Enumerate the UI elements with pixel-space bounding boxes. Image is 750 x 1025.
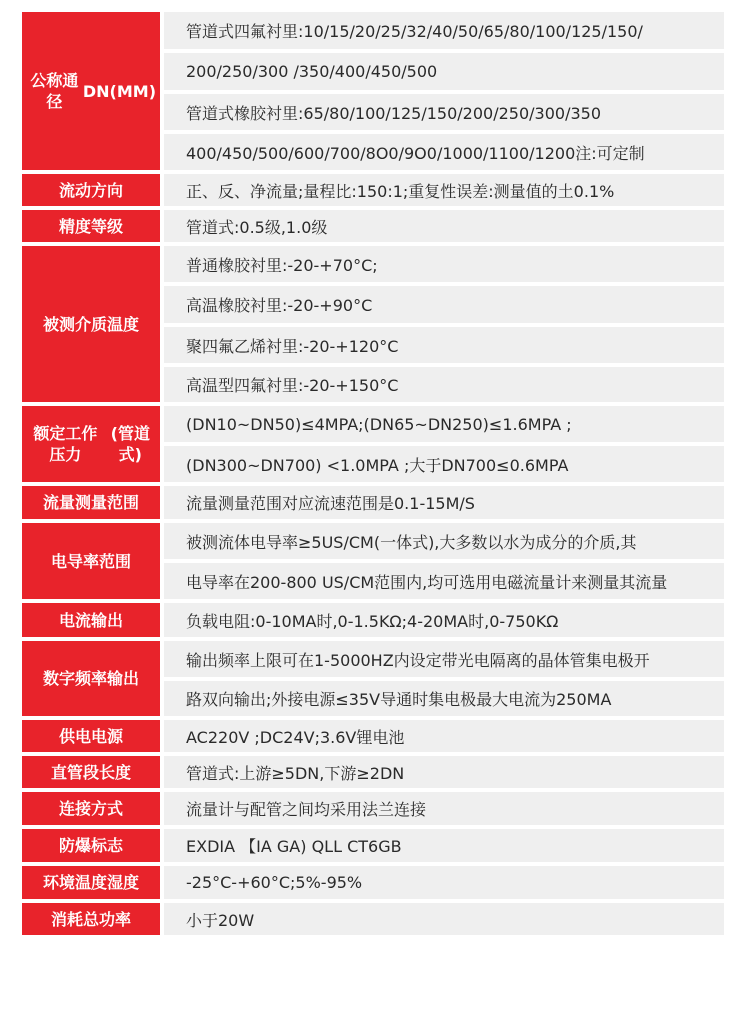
spec-values: [164, 523, 724, 599]
spec-row: [22, 174, 724, 206]
spec-values: [164, 246, 724, 402]
spec-label-line: 电流输出: [58, 610, 123, 630]
spec-label-line: 直管段长度: [50, 762, 131, 782]
spec-values: [164, 12, 724, 170]
spec-value: 普通橡胶衬里:-20-+70°C;: [164, 246, 724, 282]
spec-label-line: 防爆标志: [58, 836, 123, 855]
spec-value: 管道式橡胶衬里:65/80/100/125/150/200/250/300/350: [164, 94, 724, 130]
spec-row: [22, 406, 724, 482]
spec-row: [22, 523, 724, 599]
spec-value: 高温型四氟衬里:-20-+150°C: [164, 367, 724, 402]
spec-value: (DN10~DN50)≤4MPA;(DN65~DN250)≤1.6MPA ;: [164, 406, 724, 442]
spec-value: 正、反、净流量;量程比:150:1;重复性误差:测量值的土0.1%: [164, 174, 724, 206]
spec-label-line: 流量测量范围: [42, 493, 139, 512]
spec-row: [22, 210, 724, 242]
spec-values: [164, 174, 724, 206]
spec-label: [22, 720, 160, 752]
spec-row: [22, 641, 724, 716]
spec-label: [22, 903, 160, 935]
spec-value: AC220V ;DC24V;3.6V锂电池: [164, 720, 724, 752]
spec-label: [22, 486, 160, 519]
spec-label: [22, 756, 160, 788]
spec-values: [164, 903, 724, 935]
spec-values: [164, 603, 724, 637]
spec-value: 小于20W: [164, 903, 724, 935]
spec-row: [22, 12, 724, 170]
spec-value: 聚四氟乙烯衬里:-20-+120°C: [164, 327, 724, 363]
spec-label-line: 数字频率输出: [42, 669, 139, 688]
spec-value: (DN300~DN700) <1.0MPA ;大于DN700≤0.6MPA: [164, 446, 724, 482]
spec-label-line: 连接方式: [58, 799, 123, 818]
spec-value: 管道式四氟衬里:10/15/20/25/32/40/50/65/80/100/125/150/: [164, 12, 724, 49]
spec-value: 流量计与配管之间均采用法兰连接: [164, 792, 724, 825]
spec-value: 400/450/500/600/700/8O0/9O0/1000/1100/1200注:可定制: [164, 134, 724, 170]
spec-value: 被测流体电导率≥5US/CM(一体式),大多数以水为成分的介质,其: [164, 523, 724, 559]
spec-values: [164, 641, 724, 716]
spec-value: 路双向输出;外接电源≤35V导通时集电极最大电流为250MA: [164, 681, 724, 716]
spec-value: 电导率在200-800 US/CM范围内,均可选用电磁流量计来测量其流量: [164, 563, 724, 599]
spec-label: [22, 406, 160, 482]
spec-values: [164, 406, 724, 482]
spec-label: [22, 246, 160, 402]
spec-values: [164, 866, 724, 899]
spec-label-line: 流动方向: [58, 180, 123, 200]
spec-label: [22, 792, 160, 825]
spec-label-line: 额定工作压力: [33, 424, 98, 464]
spec-label: [22, 210, 160, 242]
spec-value: EXDIA 【IA GA) QLL CT6GB: [164, 829, 724, 862]
spec-label-line: 精度等级: [58, 216, 123, 236]
spec-label-line: DN(MM): [82, 81, 156, 101]
spec-row: [22, 603, 724, 637]
spec-row: [22, 246, 724, 402]
spec-values: [164, 792, 724, 825]
spec-label-line: (管道式): [110, 424, 150, 464]
spec-row: [22, 756, 724, 788]
spec-values: [164, 756, 724, 788]
spec-label-line: 环境温度湿度: [42, 873, 139, 892]
spec-value: 200/250/300 /350/400/450/500: [164, 53, 724, 90]
spec-values: [164, 720, 724, 752]
spec-value: 管道式:上游≥5DN,下游≥2DN: [164, 756, 724, 788]
spec-values: [164, 829, 724, 862]
spec-row: [22, 486, 724, 519]
spec-label: [22, 829, 160, 862]
spec-values: [164, 486, 724, 519]
spec-value: 流量测量范围对应流速范围是0.1-15M/S: [164, 486, 724, 519]
spec-label: [22, 866, 160, 899]
spec-label: [22, 641, 160, 716]
spec-row: [22, 792, 724, 825]
spec-label-line: 被测介质温度: [42, 314, 139, 334]
spec-value: 高温橡胶衬里:-20-+90°C: [164, 286, 724, 323]
spec-value: -25°C-+60°C;5%-95%: [164, 866, 724, 899]
spec-value: 输出频率上限可在1-5000HZ内设定带光电隔离的晶体管集电极开: [164, 641, 724, 677]
spec-row: [22, 720, 724, 752]
spec-label: [22, 12, 160, 170]
spec-label: [22, 174, 160, 206]
spec-value: 管道式:0.5级,1.0级: [164, 210, 724, 242]
spec-label-line: 消耗总功率: [50, 909, 131, 929]
spec-row: [22, 829, 724, 862]
spec-value: 负载电阻:0-10MA时,0-1.5KΩ;4-20MA时,0-750KΩ: [164, 603, 724, 637]
spec-label-line: 公称通径: [30, 71, 79, 111]
spec-values: [164, 210, 724, 242]
spec-table: [22, 12, 724, 939]
spec-row: [22, 903, 724, 935]
spec-label: [22, 603, 160, 637]
spec-label: [22, 523, 160, 599]
spec-label-line: 电导率范围: [50, 551, 131, 571]
spec-row: [22, 866, 724, 899]
spec-label-line: 供电电源: [58, 726, 123, 746]
